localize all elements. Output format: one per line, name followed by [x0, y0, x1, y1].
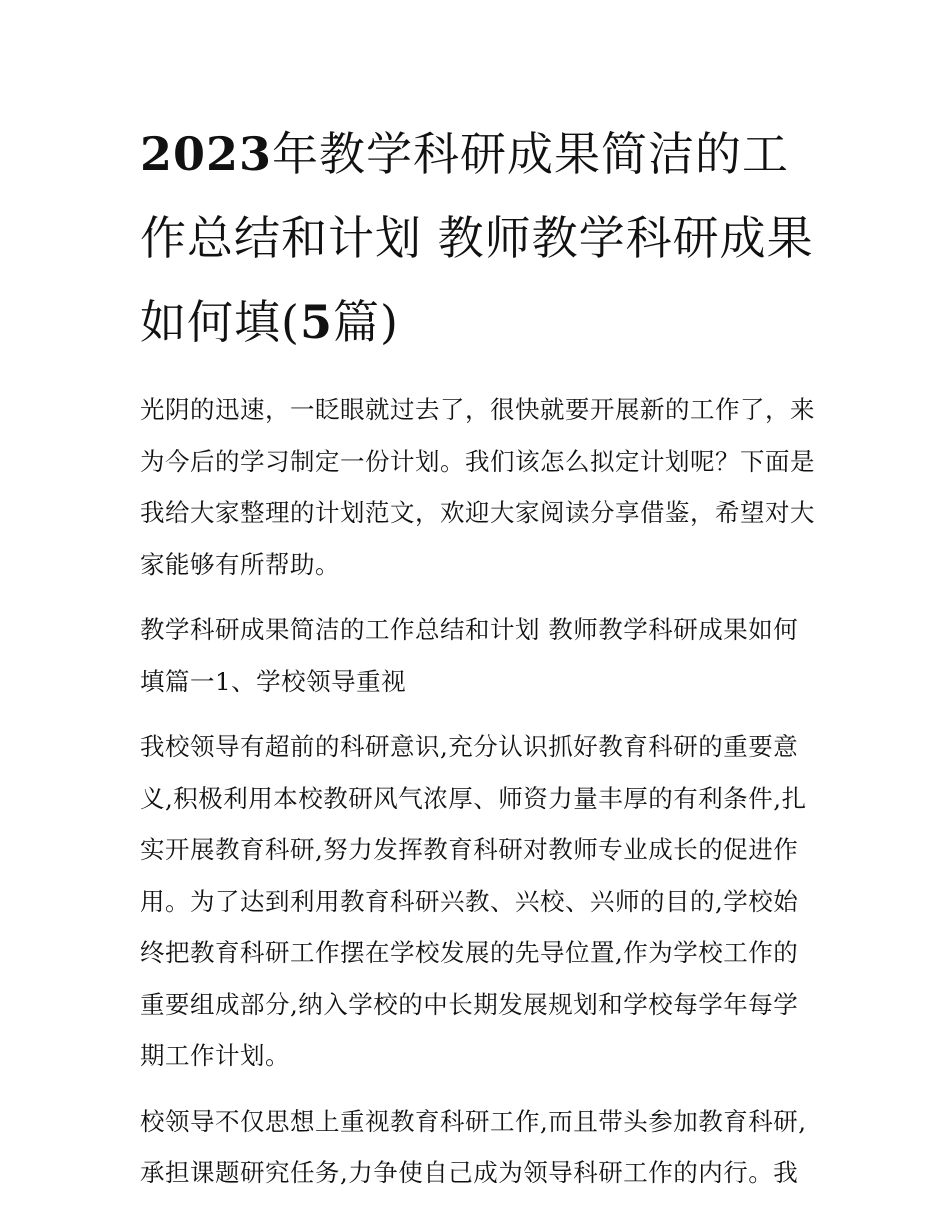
document-title: [140, 112, 820, 364]
section-heading: 教学科研成果简洁的工作总结和计划 教师教学科研成果如何填篇一1、学校领导重视: [140, 615, 799, 696]
document-page: [140, 112, 820, 1199]
body-paragraph: 我校领导有超前的科研意识,充分认识抓好教育科研的重要意义,积极利用本校教研风气浓厚、师资力量丰厚的有利条件,扎实开展教育科研,努力发挥教育科研对教师专业成长的促进作用。为了达到利用教育科研兴教、兴校、兴师的目的,学校始终把教育科研工作摆在学校发展的先导位置,作为学校工作的重要组成部分,纳入学校的中长期发展规划和学校每学年每学期工作计划。: [140, 732, 807, 1070]
title-year: 2023: [140, 127, 273, 181]
intro-paragraph: 光阴的迅速，一眨眼就过去了，很快就要开展新的工作了，来为今后的学习制定一份计划。我们该怎么拟定计划呢？下面是我给大家整理的计划范文，欢迎大家阅读分享借鉴，希望对大家能够有所帮助。: [140, 395, 815, 579]
title-count: 5: [299, 295, 333, 349]
title-text: 年教学科研成果简洁的工作总结和计划 教师教学科研成果如何填(: [140, 127, 814, 349]
body-paragraph: 校领导不仅思想上重视教育科研工作,而且带头参加教育科研,承担课题研究任务,力争使自己成为领导科研工作的内行。我: [140, 1106, 807, 1187]
title-suffix: 篇): [332, 295, 399, 349]
